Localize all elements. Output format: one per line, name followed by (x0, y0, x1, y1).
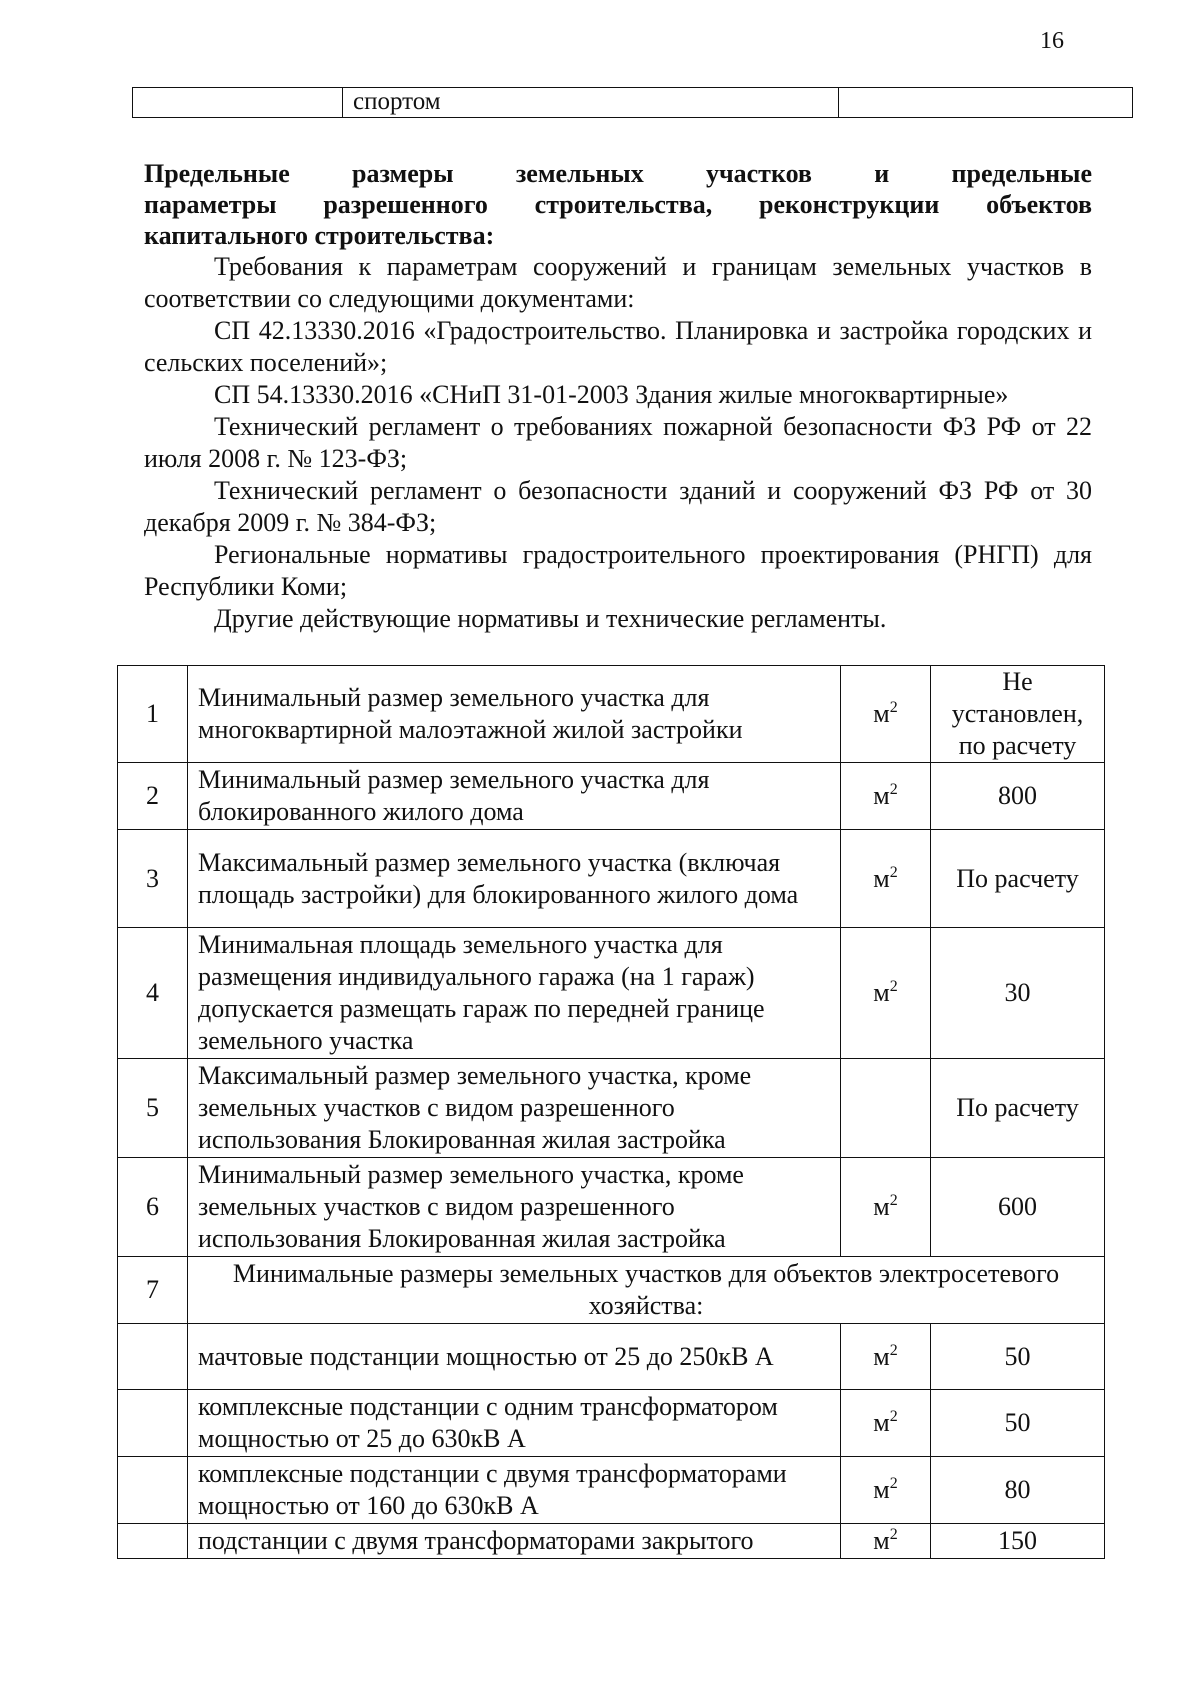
row-number: 7 (118, 1257, 188, 1324)
row-unit (841, 830, 931, 928)
table-row (118, 928, 1105, 1059)
row-value: 600 (931, 1158, 1105, 1257)
unit-base: м (873, 699, 890, 728)
unit-exponent: 2 (889, 1341, 898, 1359)
row-value: Не установлен, по расчету (931, 666, 1105, 763)
subrow-description: подстанции с двумя трансформаторами закрытого (188, 1524, 841, 1559)
subrow-description: комплексные подстанции с одним трансформатором мощностью от 25 до 630кВ А (188, 1390, 841, 1457)
row-unit (841, 763, 931, 830)
row-number: 3 (118, 830, 188, 928)
unit-exponent: 2 (889, 1475, 898, 1492)
row-description: Минимальный размер земельного участка для блокированного жилого дома (188, 763, 841, 830)
row-unit (841, 928, 931, 1059)
unit-exponent: 2 (889, 781, 898, 798)
row-description: Максимальный размер земельного участка, кроме земельных участков с видом разрешенного использования Блокированная жилая застройка (188, 1059, 841, 1158)
row-description: Максимальный размер земельного участка (включая площадь застройки) для блокированного жилого дома (188, 830, 841, 928)
top-table-cell-middle: спортом (343, 88, 839, 118)
row-group-description: Минимальные размеры земельных участков для объектов электросетевого хозяйства: (188, 1257, 1105, 1324)
unit-exponent: 2 (889, 978, 898, 995)
table-subrow (118, 1324, 1105, 1390)
subrow-value: 150 (931, 1524, 1105, 1559)
table-row (118, 1257, 1105, 1324)
heading-line-1: Предельные размеры земельных участков и предельные (144, 159, 1092, 188)
heading-line-3: капитального строительства: (144, 221, 495, 250)
unit-exponent: 2 (889, 1408, 898, 1425)
unit-base: м (873, 1475, 890, 1504)
table-subrow (118, 1524, 1105, 1559)
row-unit (841, 1158, 931, 1257)
row-number-empty (118, 1324, 188, 1390)
paragraph: Другие действующие нормативы и технические регламенты. (214, 604, 887, 633)
unit-base: м (873, 978, 890, 1007)
subrow-value: 50 (931, 1324, 1105, 1390)
subrow-description: мачтовые подстанции мощностью от 25 до 250кВ А (188, 1324, 841, 1390)
row-value: По расчету (931, 1059, 1105, 1158)
unit-base: м (873, 1192, 890, 1221)
table-row (118, 763, 1105, 830)
requirements-text (144, 251, 1092, 635)
row-number-empty (118, 1457, 188, 1524)
top-table-cell-left (133, 88, 343, 118)
row-unit (841, 1524, 931, 1559)
section-heading (144, 158, 1092, 251)
row-description: Минимальная площадь земельного участка для размещения индивидуального гаража (на 1 гараж) допускается размещать гараж по передней границе земельного участка (188, 928, 841, 1059)
row-unit (841, 1390, 931, 1457)
paragraph: Требования к параметрам сооружений и границам земельных участков в соответствии со следующими документами: (144, 252, 1092, 313)
row-value: По расчету (931, 830, 1105, 928)
unit-exponent: 2 (889, 863, 898, 881)
row-number: 4 (118, 928, 188, 1059)
unit-exponent: 2 (889, 1526, 898, 1543)
parameters-table (117, 665, 1105, 1559)
heading-line-2: параметры разрешенного строительства, реконструкции объектов (144, 190, 1092, 219)
row-number: 1 (118, 666, 188, 763)
row-value: 800 (931, 763, 1105, 830)
top-table-cell-right (839, 88, 1133, 118)
paragraph: Региональные нормативы градостроительного проектирования (РНГП) для Республики Коми; (144, 540, 1092, 601)
row-unit-empty (841, 1059, 931, 1158)
table-subrow (118, 1457, 1105, 1524)
paragraph: Технический регламент о требованиях пожарной безопасности ФЗ РФ от 22 июля 2008 г. № 123-ФЗ; (144, 412, 1092, 473)
unit-base: м (873, 863, 890, 893)
table-subrow (118, 1390, 1105, 1457)
page-number: 16 (1040, 28, 1064, 54)
row-description: Минимальный размер земельного участка для многоквартирной малоэтажной жилой застройки (188, 666, 841, 763)
unit-base: м (873, 1526, 890, 1555)
row-unit (841, 1324, 931, 1390)
row-unit (841, 1457, 931, 1524)
row-number: 5 (118, 1059, 188, 1158)
subrow-description: комплексные подстанции с двумя трансформаторами мощностью от 160 до 630кВ А (188, 1457, 841, 1524)
unit-base: м (873, 1408, 890, 1437)
row-number: 6 (118, 1158, 188, 1257)
paragraph: Технический регламент о безопасности зданий и сооружений ФЗ РФ от 30 декабря 2009 г. № 384-ФЗ; (144, 476, 1092, 537)
row-value: 30 (931, 928, 1105, 1059)
subrow-value: 50 (931, 1390, 1105, 1457)
continued-table-row (132, 87, 1133, 118)
row-description: Минимальный размер земельного участка, кроме земельных участков с видом разрешенного использования Блокированная жилая застройка (188, 1158, 841, 1257)
table-row (118, 666, 1105, 763)
row-number-empty (118, 1524, 188, 1559)
row-unit (841, 666, 931, 763)
unit-exponent: 2 (889, 699, 898, 716)
paragraph: СП 42.13330.2016 «Градостроительство. Планировка и застройка городских и сельских поселений»; (144, 316, 1092, 377)
unit-base: м (873, 1341, 890, 1371)
subrow-value: 80 (931, 1457, 1105, 1524)
unit-base: м (873, 781, 890, 810)
row-number: 2 (118, 763, 188, 830)
table-row (118, 830, 1105, 928)
paragraph: СП 54.13330.2016 «СНиП 31-01-2003 Здания жилые многоквартирные» (214, 380, 1009, 409)
table-row (118, 1059, 1105, 1158)
table-row (118, 1158, 1105, 1257)
unit-exponent: 2 (889, 1192, 898, 1209)
row-number-empty (118, 1390, 188, 1457)
